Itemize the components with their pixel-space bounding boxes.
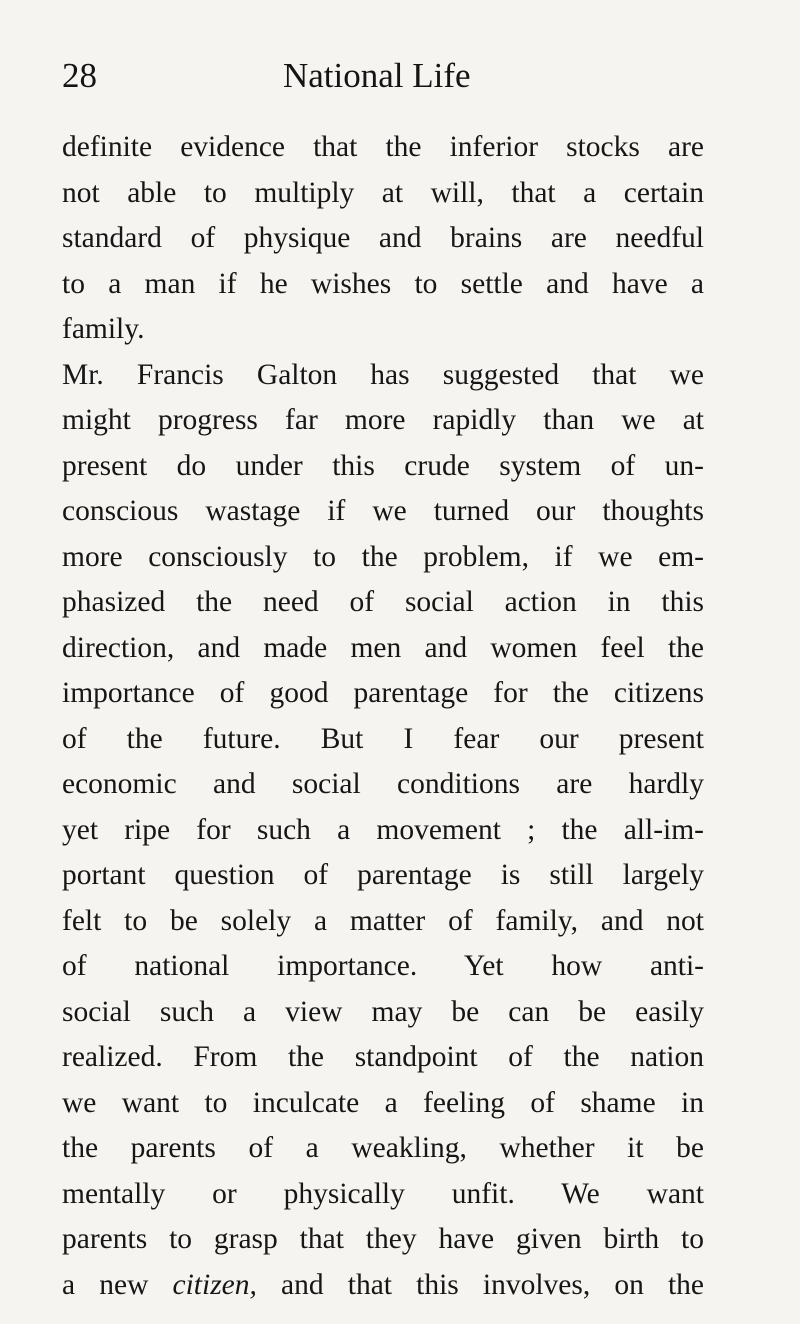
text-line: more consciously to the problem, if we em- [62,540,704,573]
text-line: direction, and made men and women feel the [62,631,704,664]
text-line: economic and social conditions are hardly [62,768,704,800]
text-line: importance of good parentage for the citizens [62,677,704,709]
text-line: portant question of parentage is still largely [62,859,704,891]
running-header [62,56,702,106]
text-line: mentally or physically unfit. We want [62,1177,704,1210]
text-line: realized. From the standpoint of the nation [62,1041,704,1073]
text-line: family. [62,313,145,345]
text-line: we want to inculcate a feeling of shame in [62,1086,704,1119]
text-line: parents to grasp that they have given birth to [62,1223,704,1255]
text-line: felt to be solely a matter of family, and not [62,904,704,937]
body-text [62,125,704,1308]
text-line: present do under this crude system of un- [62,449,704,482]
page-number: 28 [62,56,97,95]
text-line: phasized the need of social action in this [62,586,704,618]
text-line: conscious wastage if we turned our thoughts [62,495,704,527]
text-fragment: and that this involves, on the [281,1268,705,1301]
running-title: National Life [283,56,471,95]
text-line-last [62,1263,704,1309]
text-line: definite evidence that the inferior stocks are [62,131,704,163]
emphasized-word: citizen, [172,1268,257,1301]
text-line: of national importance. Yet how anti- [62,950,704,982]
text-line: might progress far more rapidly than we at [62,404,704,436]
text-line: to a man if he wishes to settle and have a [62,267,704,300]
text-line: Mr. Francis Galton has suggested that we [62,358,704,391]
text-fragment: a new [62,1268,149,1301]
text-line: of the future. But I fear our present [62,722,704,755]
text-line: the parents of a weakling, whether it be [62,1132,704,1164]
text-line: not able to multiply at will, that a certain [62,176,704,209]
text-line: yet ripe for such a movement ; the all-im- [62,813,704,846]
text-line: standard of physique and brains are needful [62,222,704,254]
text-line: social such a view may be can be easily [62,995,704,1028]
